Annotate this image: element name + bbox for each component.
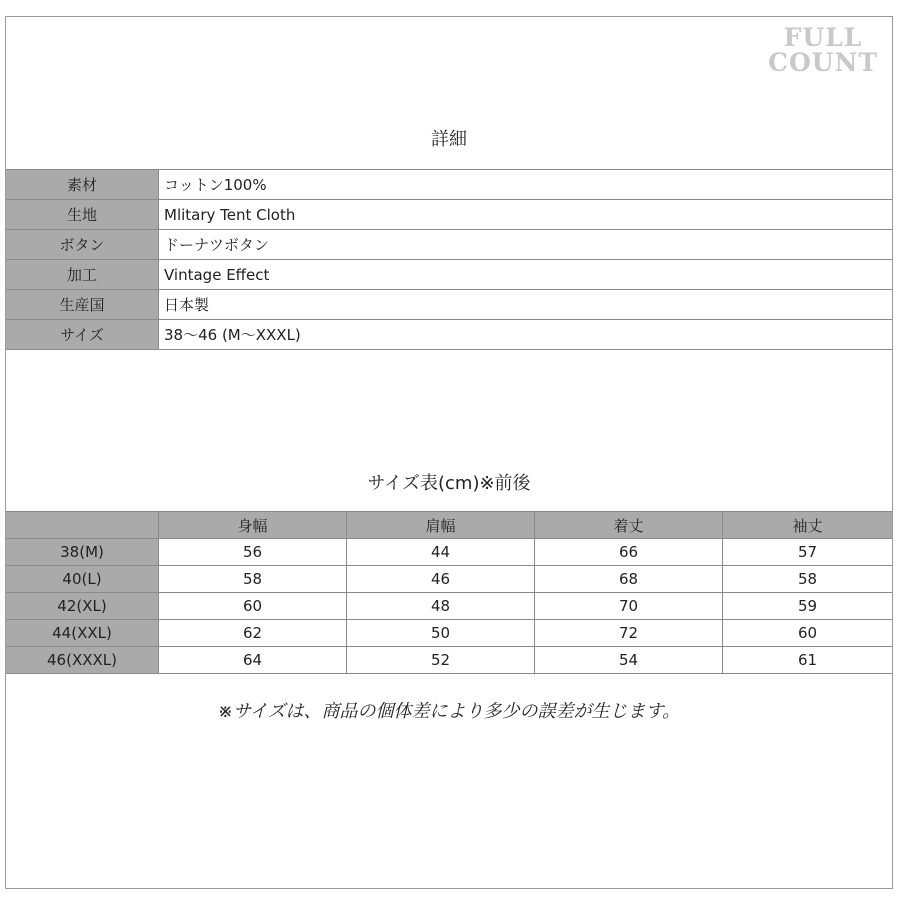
size-header-cell: 身幅 (159, 512, 347, 538)
size-cell: 59 (797, 597, 818, 615)
size-label: 46(XXXL) (6, 647, 159, 673)
size-chart-row (6, 647, 892, 674)
details-key: 加工 (6, 260, 159, 289)
brand-logo-line2: COUNT (768, 48, 878, 77)
size-label: 40(L) (6, 566, 159, 592)
size-cell: 60 (159, 593, 347, 619)
size-cell: 52 (347, 647, 535, 673)
size-cell: 46 (347, 566, 535, 592)
size-header-corner (6, 512, 159, 538)
details-value: ドーナツボタン (164, 236, 269, 254)
details-table (6, 169, 892, 350)
size-header-cell: 肩幅 (347, 512, 535, 538)
size-cell: 72 (535, 620, 723, 646)
size-cell: 62 (159, 620, 347, 646)
details-row (6, 260, 892, 290)
details-value: 38〜46 (M〜XXXL) (164, 326, 301, 344)
details-title: 詳細 (431, 129, 467, 150)
size-cell: 50 (347, 620, 535, 646)
details-row (6, 320, 892, 350)
size-chart-row (6, 620, 892, 647)
size-cell: 48 (347, 593, 535, 619)
size-chart-row (6, 593, 892, 620)
size-label: 42(XL) (6, 593, 159, 619)
details-row (6, 290, 892, 320)
brand-logo (768, 25, 878, 75)
size-chart-title: サイズ表(cm)※前後 (367, 473, 531, 494)
details-key: 生産国 (6, 290, 159, 319)
size-chart-header-row (6, 512, 892, 539)
size-chart-row (6, 566, 892, 593)
details-value: 日本製 (164, 296, 210, 314)
size-cell: 60 (797, 624, 818, 642)
size-cell: 61 (797, 651, 818, 669)
size-variance-note: ※サイズは、商品の個体差により多少の誤差が生じます。 (217, 701, 681, 722)
size-chart-row (6, 539, 892, 566)
details-key: 生地 (6, 200, 159, 229)
size-header-cell: 袖丈 (723, 512, 892, 538)
product-info-frame (5, 16, 893, 889)
details-row (6, 170, 892, 200)
size-label: 44(XXL) (6, 620, 159, 646)
size-cell: 56 (159, 539, 347, 565)
size-cell: 58 (159, 566, 347, 592)
details-row (6, 230, 892, 260)
size-cell: 44 (347, 539, 535, 565)
details-value: Vintage Effect (164, 265, 270, 284)
details-key: サイズ (6, 320, 159, 349)
size-label: 38(M) (6, 539, 159, 565)
size-header-cell: 着丈 (535, 512, 723, 538)
details-key: 素材 (6, 170, 159, 199)
details-value: Mlitary Tent Cloth (164, 205, 296, 224)
details-value: コットン100% (164, 176, 267, 194)
size-cell: 64 (159, 647, 347, 673)
size-cell: 54 (535, 647, 723, 673)
size-cell: 57 (797, 543, 818, 561)
size-cell: 70 (535, 593, 723, 619)
details-row (6, 200, 892, 230)
size-cell: 68 (535, 566, 723, 592)
size-cell: 58 (797, 570, 818, 588)
details-key: ボタン (6, 230, 159, 259)
brand-logo-line1: FULL (783, 23, 863, 52)
size-cell: 66 (535, 539, 723, 565)
size-chart-table (6, 511, 892, 674)
